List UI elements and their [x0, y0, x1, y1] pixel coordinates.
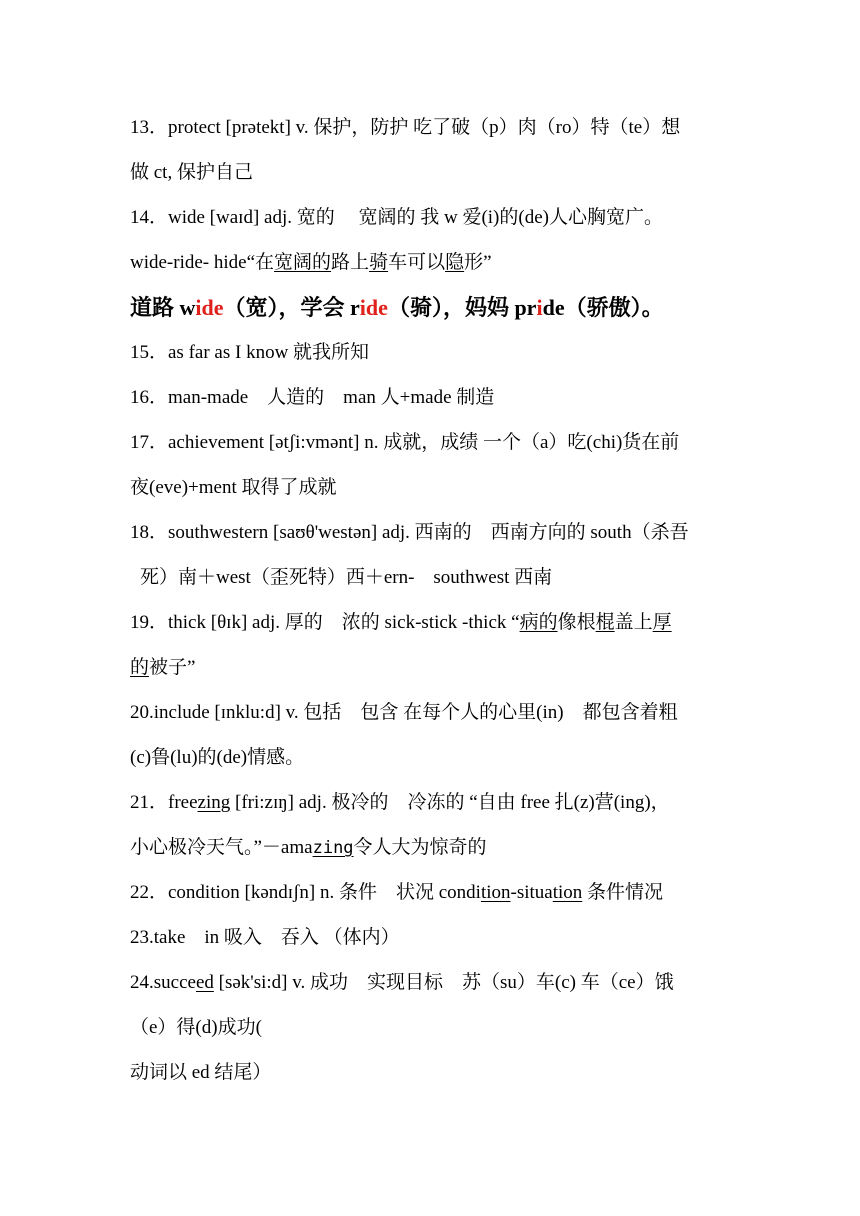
text-segment: 21．free — [130, 792, 198, 813]
underlined-text: 骑 — [369, 252, 389, 273]
entry-20-line-1: 20.include [ɪnklu:d] v. 包括 包含 在每个人的心里(in) 都包含着粗 — [130, 702, 678, 723]
entry-21-line-2 — [130, 836, 487, 860]
entry-17-line-2: 夜(eve)+ment 取得了成就 — [130, 477, 337, 498]
text-segment: [sək'si:d] v. 成功 实现目标 苏（su）车(c) 车（ce）饿 — [213, 972, 674, 993]
entry-21-line-1 — [130, 791, 670, 815]
text-segment: 条件情况 — [582, 882, 664, 903]
underlined-text: tion — [552, 882, 583, 903]
entry-19-line-2 — [130, 656, 195, 680]
highlight-letter: i — [536, 295, 543, 320]
entry-23-line: 23.take in 吸入 吞入 （体内） — [130, 927, 400, 948]
text-segment: de（骄傲）。 — [542, 295, 664, 320]
highlight-letter: d — [365, 295, 379, 320]
text-segment: （骑），妈妈 pr — [387, 295, 537, 320]
text-segment: 路上 — [331, 252, 370, 273]
entry-19-line-1 — [130, 611, 672, 635]
underlined-text: 的 — [130, 657, 150, 678]
entry-13-line-1: 13．protect [prətekt] v. 保护，防护 吃了破（p）肉（ro）特（te）想 — [130, 117, 681, 138]
text-segment: 被子” — [149, 657, 196, 678]
entry-22-line — [130, 881, 663, 905]
entry-24-line-2: （e）得(d)成功( — [130, 1017, 262, 1038]
entry-24-line-3: 动词以 ed 结尾） — [130, 1062, 272, 1083]
underlined-text: tion — [480, 882, 511, 903]
highlight-letter: e — [213, 295, 224, 320]
entry-18-line-1: 18．southwestern [saʊθ'westən] adj. 西南的 西南方向的 south（杀吾 — [130, 522, 689, 543]
underlined-text: 隐 — [445, 252, 465, 273]
highlight-letter: i — [359, 295, 366, 320]
entry-14-line-1: 14．wide [waɪd] adj. 宽的 宽阔的 我 w 爱(i)的(de)人心胸宽广。 — [130, 207, 663, 228]
mnemonic-bold-line — [130, 294, 664, 322]
entry-14-line-2 — [130, 251, 492, 275]
text-segment: 像根 — [557, 612, 596, 633]
text-segment: -situa — [510, 882, 553, 903]
text-segment: 形” — [464, 252, 492, 273]
text-segment: [fri:zɪŋ] adj. 极冷的 冷冻的 “自由 free 扎(z)营(ing)， — [230, 792, 670, 813]
entry-18-line-2: 死）南＋west（歪死特）西＋ern- southwest 西南 — [140, 567, 553, 588]
text-segment: 令人大为惊奇的 — [353, 837, 487, 858]
text-segment: 24.succe — [130, 972, 196, 993]
underlined-text: 厚 — [652, 612, 672, 633]
text-segment: 盖上 — [614, 612, 653, 633]
entry-17-line-1: 17．achievement [ətʃi:vmənt] n. 成就，成绩 一个（a）吃(chi)货在前 — [130, 432, 680, 453]
underlined-text: 病的 — [519, 612, 558, 633]
underlined-text: zing — [312, 838, 354, 858]
text-segment: 车可以 — [388, 252, 446, 273]
entry-20-line-2: (c)鲁(lu)的(de)情感。 — [130, 747, 305, 768]
entry-15-line: 15．as far as I know 就我所知 — [130, 342, 370, 363]
text-segment: （宽），学会 r — [223, 295, 360, 320]
entry-16-line: 16．man-made 人造的 man 人+made 制造 — [130, 387, 495, 408]
highlight-letter: i — [195, 295, 202, 320]
highlight-letter: e — [378, 295, 388, 320]
text-segment: 19．thick [θɪk] adj. 厚的 浓的 sick-stick -thick “ — [130, 612, 520, 633]
underlined-text: 宽阔的 — [274, 252, 332, 273]
underlined-text: 棍 — [595, 612, 615, 633]
text-segment: 道路 w — [130, 295, 196, 320]
text-segment: 小心极冷天气。”－ama — [130, 837, 313, 858]
underlined-text: zing — [197, 792, 231, 813]
underlined-text: ed — [195, 972, 214, 993]
entry-24-line-1 — [130, 971, 674, 995]
text-segment: 22．condition [kəndɪʃn] n. 条件 状况 condi — [130, 882, 481, 903]
text-segment: wide-ride- hide“在 — [130, 252, 275, 273]
highlight-letter: d — [201, 295, 214, 320]
entry-13-line-2: 做 ct, 保护自己 — [130, 162, 253, 183]
